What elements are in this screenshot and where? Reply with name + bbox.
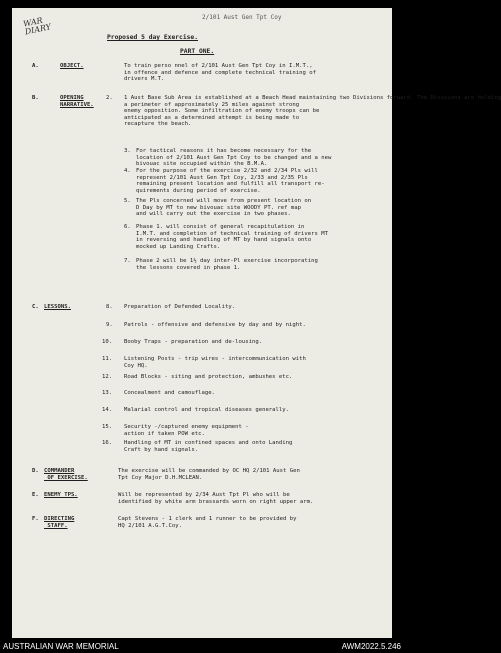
section-label-commander: COMMANDER OF EXERCISE. xyxy=(44,468,88,481)
section-label-enemy-tps: ENEMY TPS. xyxy=(44,492,78,498)
section-label-object: OBJECT. xyxy=(60,63,84,69)
item-number: 10. xyxy=(102,339,113,345)
item-number: 9. xyxy=(106,322,113,328)
item-text: Phase 1. will consist of general recapitulation in I.M.T. and completion of technical training of drivers MT in reversing and handling of MT by hand signals onto mocked up Landing Crafts. xyxy=(136,224,328,250)
item-text: Malarial control and tropical diseases generally. xyxy=(124,407,290,413)
section-text-enemy-tps: Will be represented by 2/34 Aust Tpt Pl who will be identified by white arm brassards worn on right upper arm. xyxy=(118,492,314,505)
item-number: 15. xyxy=(102,424,113,430)
item-number: 14. xyxy=(102,407,113,413)
section-text-object: To train perso nnel of 2/101 Aust Gen Tpt Coy in I.M.T., in offence and defence and complete technical training of drivers M.T. xyxy=(124,63,316,83)
section-text-commander: The exercise will be commanded by OC HQ 2/101 Aust Gen Tpt Coy Major D.H.MCLEAN. xyxy=(118,468,300,481)
section-letter-b: B. xyxy=(32,95,39,101)
archive-reference: AWM2022.5.246 xyxy=(341,642,401,651)
section-letter-e: E. xyxy=(32,492,39,498)
item-text: 1 Aust Base Sub Area is established at a Beach Head maintaining two Divisions forward. The Divisions are holding a perimeter of approximately 25 miles against strong enemy opposition. Some infiltration of enemy troops can be anticipated as a determined attempt is being made to recapture the beach. xyxy=(124,95,501,128)
item-text: For tactical reasons it has become necessary for the location of 2/101 Aust Gen Tpt Coy to be changed and a new bivouac site occupied within the B.M.A. xyxy=(136,148,332,168)
item-text: The Pls concerned will move from present location on D Day by MT to new bivouac site WOODY PT. ref map and will carry out the exercise in two phases. xyxy=(136,198,312,218)
archive-footer xyxy=(0,641,405,653)
section-letter-d: D. xyxy=(32,468,39,474)
item-text: Phase 2 will be 1½ day inter-Pl exercise incorporating the lessons covered in phase 1. xyxy=(136,258,318,271)
section-text-directing-staff: Capt Stevens - 1 clerk and 1 runner to be provided by HQ 2/101 A.G.T.Coy. xyxy=(118,516,297,529)
item-number: 12. xyxy=(102,374,113,380)
item-number: 16. xyxy=(102,440,113,446)
section-label-opening-narrative: OPENING NARRATIVE. xyxy=(60,95,94,108)
item-text: Preparation of Defended Locality. xyxy=(124,304,236,310)
item-text: Road Blocks - siting and protection, ambushes etc. xyxy=(124,374,293,380)
item-text: Security -/captured enemy equipment - action if taken POW etc. xyxy=(124,424,249,437)
part-heading: PART ONE. xyxy=(180,48,215,55)
item-number: 6. xyxy=(124,224,131,230)
item-text: Handling of MT in confined spaces and onto Landing Craft by hand signals. xyxy=(124,440,293,453)
item-text: Patrols - offensive and defensive by day and by night. xyxy=(124,322,306,328)
item-number: 8. xyxy=(106,304,113,310)
section-letter-a: A. xyxy=(32,63,39,69)
item-number: 13. xyxy=(102,390,113,396)
item-text: Listening Posts - trip wires - intercommunication with Coy HQ. xyxy=(124,356,306,369)
item-text: For the purpose of the exercise 2/32 and 2/34 Pls will represent 2/101 Aust Gen Tpt Coy, 2/33 and 2/35 Pls remaining present location and fulfill all transport re- quirements during period of exercise. xyxy=(136,168,325,194)
item-number: 4. xyxy=(124,168,131,174)
document-title: Proposed 5 day Exercise. xyxy=(107,34,198,41)
section-letter-c: C. xyxy=(32,304,39,310)
section-label-directing-staff: DIRECTING STAFF. xyxy=(44,516,75,529)
item-number: 11. xyxy=(102,356,113,362)
item-number: 7. xyxy=(124,258,131,264)
item-text: Booby Traps - preparation and de-lousing. xyxy=(124,339,263,345)
item-number: 5. xyxy=(124,198,131,204)
section-letter-f: F. xyxy=(32,516,39,522)
header-reference: 2/101 Aust Gen Tpt Coy xyxy=(202,14,282,21)
section-label-lessons: LESSONS. xyxy=(44,304,71,310)
item-number: 3. xyxy=(124,148,131,154)
item-number: 2. xyxy=(106,95,113,101)
handwritten-annotation: WAR DIARY xyxy=(22,15,52,37)
document-page xyxy=(12,8,501,638)
item-text: Concealment and camouflage. xyxy=(124,390,215,396)
archive-name: AUSTRALIAN WAR MEMORIAL xyxy=(3,642,119,651)
